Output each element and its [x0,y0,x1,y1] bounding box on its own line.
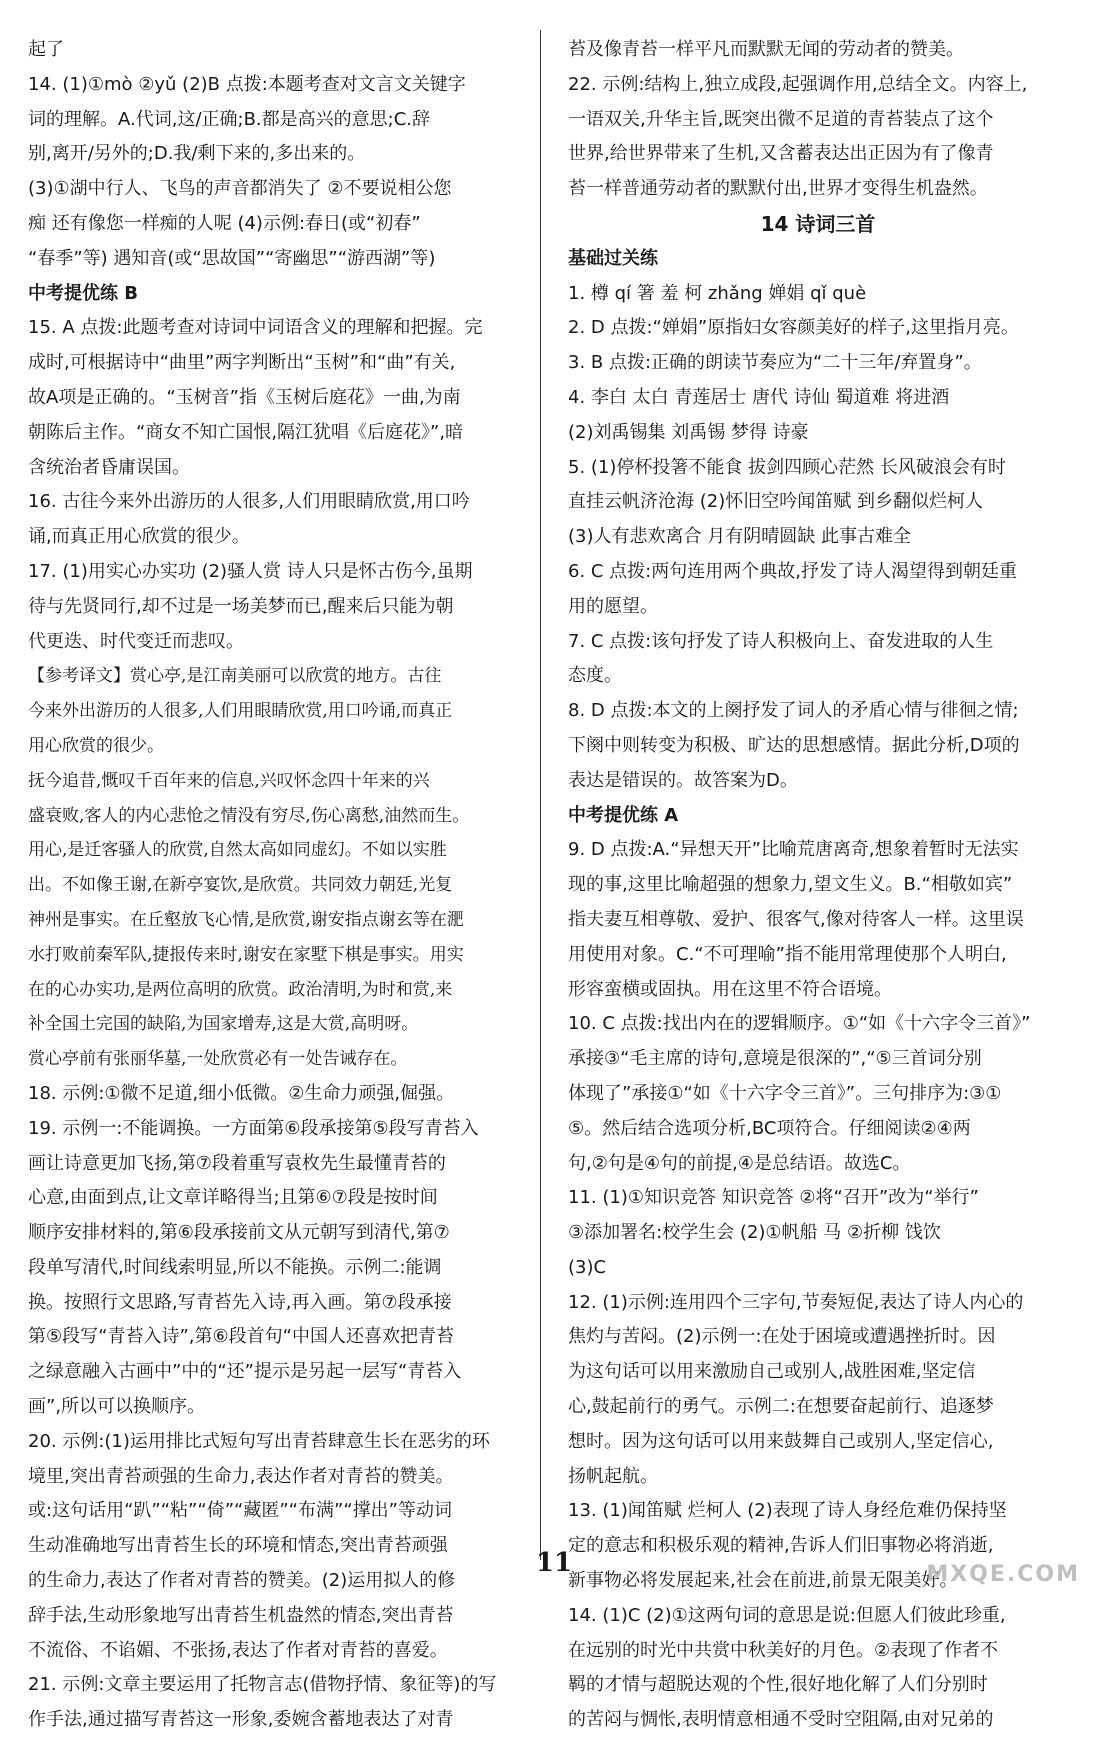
answer-line: 14. (1)C (2)①这两句词的意思是说:但愿人们彼此珍重, [568,1604,1006,1626]
watermark-logo: MXQE.COM [926,1562,1080,1587]
answer-line: 表达是错误的。故答案为D。 [568,769,798,791]
section-heading: 基础过关练 [568,247,658,269]
answer-line: 词的理解。A.代词,这/正确;B.都是高兴的意思;C.辞 [28,108,430,130]
answer-line: 指夫妻互相尊敬、爱护、很客气,像对待客人一样。这里误 [568,908,1024,930]
answer-line: 世界,给世界带来了生机,又含蓄表达出正因为有了像青 [568,143,994,165]
answer-line: 心意,由面到点,让文章详略得当;且第⑥⑦段是按时间 [28,1187,438,1209]
answer-line: 或:这句话用“趴”“粘”“倚”“藏匿”“布满”“撑出”等动词 [28,1500,452,1522]
answer-line: (2)刘禹锡集 刘禹锡 梦得 诗豪 [568,421,809,443]
answer-line: 苔及像青苔一样平凡而默默无闻的劳动者的赞美。 [568,39,964,60]
answer-line: 起了 [28,39,64,60]
answer-line: 9. D 点拨:A.“异想天开”比喻荒唐离奇,想象着暂时无法实 [568,839,1019,861]
answer-line: (3)人有悲欢离合 月有阴晴圆缺 此事古难全 [568,526,911,548]
translation-line: 补全国土完国的缺陷,为国家增寿,这是大赏,高明呀。 [28,1014,419,1035]
answer-line: 16. 古往今来外出游历的人很多,人们用眼睛欣赏,用口吟 [28,491,470,513]
answer-line: 新事物必将发展起来,社会在前进,前景无限美好。 [568,1570,958,1592]
answer-line: 代更迭、时代变迁而悲叹。 [28,630,244,652]
answer-line: 画”,所以可以换顺序。 [28,1396,206,1418]
answer-line: 在远别的时光中共赏中秋美好的月色。②表现了作者不 [568,1639,999,1661]
answer-line: 态度。 [568,665,622,687]
answer-line: 生动准确地写出青苔生长的环境和情态,突出青苔顽强 [28,1535,448,1557]
answer-line: 苔一样普通劳动者的默默付出,世界才变得生机盎然。 [568,178,988,200]
translation-line: 在的心办实功,是两位高明的欣赏。政治清明,为时和赏,来 [28,979,453,1000]
answer-line: 画让诗意更加飞扬,第⑦段着重写袁枚先生最懂青苔的 [28,1152,446,1174]
answer-line: 12. (1)示例:连用四个三字句,节奏短促,表达了诗人内心的 [568,1291,1024,1313]
answer-line: 痴 还有像您一样痴的人呢 (4)示例:春日(或“初春” [28,212,421,234]
answer-line: 诵,而真正用心欣赏的很少。 [28,526,250,548]
translation-line: 水打败前秦军队,捷报传来时,谢安在家墅下棋是事实。用实 [28,944,464,965]
answer-line: 的生命力,表达了作者对青苔的赞美。(2)运用拟人的修 [28,1570,456,1592]
answer-line: 之绿意融入古画中”中的“还”提示是另起一层写“青苔入 [28,1361,462,1383]
translation-line: 出。不如像王谢,在新亭宴饮,是欣赏。共同效力朝廷,光复 [28,875,453,896]
answer-line: 3. B 点拨:正确的朗读节奏应为“二十三年/弃置身”。 [568,352,982,374]
translation-line: 用心欣赏的很少。 [28,735,164,756]
translation-line: 神州是事实。在丘壑放飞心情,是欣赏,谢安指点谢玄等在淝 [28,909,464,930]
answer-line: 8. D 点拨:本文的上阕抒发了词人的矛盾心情与徘徊之情; [568,700,1019,722]
answer-line: 现的事,这里比喻超强的想象力,望文生义。B.“相敬如宾” [568,874,1013,896]
answer-line: 成时,可根据诗中“曲里”两字判断出“玉树”和“曲”有关, [28,352,456,374]
answer-line: 13. (1)闻笛赋 烂柯人 (2)表现了诗人身经危难仍保持坚 [568,1500,1007,1522]
answer-line: 定的意志和积极乐观的精神,告诉人们旧事物必将消逝, [568,1535,994,1557]
right-column [568,33,1068,1738]
answer-line: 5. (1)停杯投箸不能食 拔剑四顾心茫然 长风破浪会有时 [568,456,1006,478]
answer-line: 21. 示例:文章主要运用了托物言志(借物抒情、象征等)的写 [28,1674,497,1696]
answer-line: ⑤。然后结合选项分析,BC项符合。仔细阅读②④两 [568,1117,971,1139]
answer-line: 15. A 点拨:此题考查对诗词中词语含义的理解和把握。完 [28,317,483,339]
answer-line: 20. 示例:(1)运用排比式短句写出青苔肆意生长在恶劣的环 [28,1430,490,1452]
answer-line: 6. C 点拨:两句连用两个典故,抒发了诗人渴望得到朝廷重 [568,560,1017,582]
answer-line: 18. 示例:①微不足道,细小低微。②生命力顽强,倔强。 [28,1082,455,1104]
translation-line: 盛衰败,客人的内心悲怆之情没有穷尽,伤心离愁,油然而生。 [28,805,470,826]
answer-line: 下阕中则转变为积极、旷达的思想感情。据此分析,D项的 [568,734,1020,756]
answer-line: 句,②句是④句的前提,④是总结语。故选C。 [568,1152,911,1174]
answer-line: 别,离开/另外的;D.我/剩下来的,多出来的。 [28,143,366,165]
answer-line: 作手法,通过描写青苔这一形象,委婉含蓄地表达了对青 [28,1709,454,1731]
answer-line: 换。按照行文思路,写青苔先入诗,再入画。第⑦段承接 [28,1291,452,1313]
answer-line: 直挂云帆济沧海 (2)怀旧空吟闻笛赋 到乡翻似烂柯人 [568,491,983,513]
translation-line: 赏心亭前有张丽华墓,一处欣赏必有一处告诫存在。 [28,1049,408,1070]
answer-line: 形容蛮横或固执。用在这里不符合语境。 [568,978,892,1000]
answer-line: ③添加署名:校学生会 (2)①帆船 马 ②折柳 饯饮 [568,1222,941,1244]
answer-line: 顺序安排材料的,第⑥段承接前文从元朝写到清代,第⑦ [28,1222,450,1244]
lesson-title: 14 诗词三首 [760,211,876,236]
answer-line: 故A项是正确的。“玉树音”指《玉树后庭花》一曲,为南 [28,386,461,408]
answer-line: 2. D 点拨:“婵娟”原指妇女容颜美好的样子,这里指月亮。 [568,317,1019,339]
translation-line: 抚今追昔,慨叹千百年来的信息,兴叹怀念四十年来的兴 [28,770,430,791]
answer-line: 想时。因为这句话可以用来鼓舞自己或别人,坚定信心, [568,1430,994,1452]
answer-line: 段单写清代,时间线索明显,所以不能换。示例二:能调 [28,1256,442,1278]
page-number: 11 [535,1548,573,1578]
answer-line: 7. C 点拨:该句抒发了诗人积极向上、奋发进取的人生 [568,630,994,652]
answer-line: 用的愿望。 [568,595,658,617]
answer-line: (3)C [568,1256,607,1278]
answer-line: 体现了”承接①“如《十六字令三首》”。三句排序为:③① [568,1082,1002,1104]
answer-line: 朝陈后主作。“商女不知亡国恨,隔江犹唱《后庭花》”,暗 [28,421,464,443]
answer-line: 22. 示例:结构上,独立成段,起强调作用,总结全文。内容上, [568,73,1028,95]
answer-line: 19. 示例一:不能调换。一方面第⑥段承接第⑤段写青苔入 [28,1117,479,1139]
answer-line: 承接③“毛主席的诗句,意境是很深的”,“⑤三首词分别 [568,1048,982,1070]
column-divider [540,30,541,1560]
answer-line: 的苦闷与惆怅,表明情意相通不受时空阻隔,由对兄弟的 [568,1709,994,1731]
answer-line: 1. 樽 qí 箸 羞 柯 zhǎng 婵娟 qǐ què [568,282,867,304]
answer-line: 羁的才情与超脱达观的个性,很好地化解了人们分别时 [568,1674,988,1696]
answer-line: “春季”等) 遇知音(或“思故国”“寄幽思”“游西湖”等) [28,247,436,269]
section-heading: 中考提优练 A [568,804,679,826]
answer-line: 焦灼与苦闷。(2)示例一:在处于困境或遭遇挫折时。因 [568,1326,996,1348]
answer-line: 境里,突出青苔顽强的生命力,表达作者对青苔的赞美。 [28,1465,454,1487]
answer-line: 用使用对象。C.“不可理喻”指不能用常理使那个人明白, [568,943,1007,965]
answer-line: 一语双关,升华主旨,既突出微不足道的青苔装点了这个 [568,108,994,130]
answer-line: 辞手法,生动形象地写出青苔生机盎然的情态,突出青苔 [28,1604,454,1626]
answer-line: 11. (1)①知识竞答 知识竞答 ②将“召开”改为“举行” [568,1187,979,1209]
answer-line: 待与先贤同行,却不过是一场美梦而已,醒来后只能为朝 [28,595,454,617]
answer-line: (3)①湖中行人、飞鸟的声音都消失了 ②不要说相公您 [28,178,452,200]
answer-line: 14. (1)①mò ②yǔ (2)B 点拨:本题考查对文言文关键字 [28,73,466,95]
answer-line: 为这句话可以用来激励自己或别人,战胜困难,坚定信 [568,1361,976,1383]
answer-line: 心,鼓起前行的勇气。示例二:在想要奋起前行、追逐梦 [568,1396,994,1418]
answer-line: 扬帆起航。 [568,1465,658,1487]
translation-line: 用心,是迁客骚人的欣赏,自然太高如同虚幻。不如以实胜 [28,840,447,861]
left-column [28,33,528,1738]
answer-line: 第⑤段写“青苔入诗”,第⑥段首句“中国人还喜欢把青苔 [28,1326,454,1348]
translation-line: 【参考译文】赏心亭,是江南美丽可以欣赏的地方。古往 [28,666,442,687]
answer-line: 含统治者昏庸误国。 [28,456,190,478]
section-heading: 中考提优练 B [28,282,138,304]
answer-line: 10. C 点拨:找出内在的逻辑顺序。①“如《十六字令三首》” [568,1013,1031,1035]
translation-line: 今来外出游历的人很多,人们用眼睛欣赏,用口吟诵,而真正 [28,701,453,722]
answer-line: 不流俗、不谄媚、不张扬,表达了作者对青苔的喜爱。 [28,1639,448,1661]
answer-line: 17. (1)用实心办实功 (2)骚人赏 诗人只是怀古伤今,虽期 [28,560,473,582]
answer-line: 4. 李白 太白 青莲居士 唐代 诗仙 蜀道难 将进酒 [568,386,950,408]
